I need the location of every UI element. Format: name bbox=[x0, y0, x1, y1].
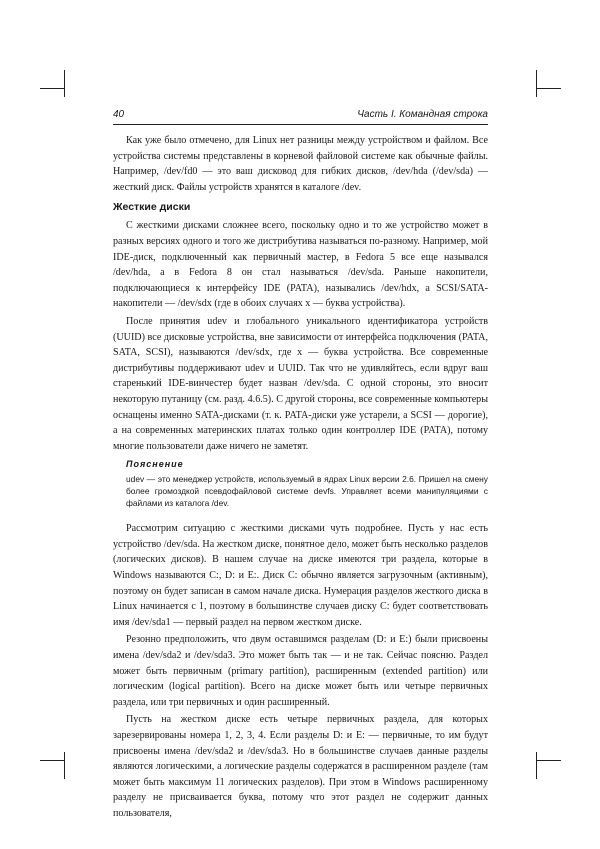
paragraph: После принятия udev и глобального уникального идентификатора устройств (UUID) все дисковые устройства, вне зависимости от интерфейса подключения (PATA, SATA, SCSI), называются /dev/sdx, где x — буква устройства. Все современные дистрибутивы поддерживают udev и UUID. Так что не удивляйтесь, если вдруг ваш старенький IDE-винчестер будет назван /dev/sda. С одной стороны, это вносит некоторую путаницу (см. разд. 4.6.5). С другой стороны, все современные компьютеры оснащены именно SATA-дисками (т. к. PATA-диски уже устарели, а SCSI — дорогие), а на современных материнских платах только один контроллер IDE (PATA), потому многие пользователи даже ничего не заметят. bbox=[113, 315, 488, 452]
crop-mark-bottom-left-vertical bbox=[64, 752, 65, 779]
page-header bbox=[113, 109, 488, 121]
crop-mark-top-left-vertical bbox=[64, 70, 65, 97]
crop-mark-bottom-right-horizontal bbox=[536, 760, 561, 761]
note-box bbox=[113, 458, 488, 509]
page-body bbox=[113, 133, 488, 824]
note-title: Пояснение bbox=[126, 459, 184, 470]
crop-mark-top-left-horizontal bbox=[40, 88, 65, 89]
paragraph: Рассмотрим ситуацию с жесткими дисками чуть подробнее. Пусть у нас есть устройство /dev/sda. На жестком диске, понятное дело, может быть несколько разделов (логических дисков). В нашем случае на диске имеются три раздела, которые в Windows называются C:, D: и E:. Диск C: обычно является загрузочным (активным), поэтому он будет записан в самом начале диска. Нумерация разделов жесткого диска в Linux начинается с 1, поэтому в большинстве случаев диску C: будет соответствовать имя /dev/sda1 — первый раздел на первом жестком диске. bbox=[113, 523, 488, 628]
crop-mark-bottom-right-vertical bbox=[536, 752, 537, 779]
note-text: udev — это менеджер устройств, используемый в ядрах Linux версии 2.6. Пришел на смену более громоздкой псевдофайловой системе devfs. Управляет всеми манипуляциями с файлами из каталога /dev. bbox=[126, 474, 488, 509]
crop-mark-bottom-left-horizontal bbox=[40, 760, 65, 761]
paragraph: С жесткими дисками сложнее всего, поскольку одно и то же устройство может в разных версиях одного и того же дистрибутива называться по-разному. Например, мой IDE-диск, подключенный как первичный мастер, в Fedora 5 все еще назывался /dev/hda, а в Fedora 8 он стал называться /dev/sda. Раньше накопители, подключающиеся к интерфейсу IDE (PATA), назывались /dev/hdx, а SCSI/SATA-накопители — /dev/sdx (где в обоих случаях x — буква устройства). bbox=[113, 220, 488, 310]
paragraph: Пусть на жестком диске есть четыре первичных раздела, для которых зарезервированы номера 1, 2, 3, 4. Если разделы D: и E: — первичные, то им будут присвоены имена /dev/sda2 и /dev/sda3. Но в большинстве случаев данные разделы являются логическими, а логические разделы содержатся в расширенном разделе (там может быть максимум 11 логических разделов). При этом в Windows расширенному разделу не присваивается буква, потому что этот раздел не содержит данных пользователя, bbox=[113, 714, 488, 819]
running-title: Часть I. Командная строка bbox=[357, 109, 488, 120]
page-number: 40 bbox=[113, 109, 125, 120]
crop-mark-top-right-vertical bbox=[536, 70, 537, 97]
paragraph: Как уже было отмечено, для Linux нет разницы между устройством и файлом. Все устройства системы представлены в корневой файловой системе как обычные файлы. Например, /dev/fd0 — это ваш дисковод для гибких дисков, /dev/hda (/dev/sda) — жесткий диск. Файлы устройств хранятся в каталоге /dev. bbox=[113, 135, 488, 193]
header-rule bbox=[113, 124, 488, 125]
section-heading: Жесткие диски bbox=[113, 201, 191, 214]
crop-mark-top-right-horizontal bbox=[536, 88, 561, 89]
paragraph: Резонно предположить, что двум оставшимся разделам (D: и E:) были присвоены имена /dev/sda2 и /dev/sda3. Это может быть так — и не так. Сейчас поясню. Раздел может быть первичным (primary partition), расширенным (extended partition) или логическим (logical partition). Всего на диске может быть или четыре первичных раздела, или три первичных и один расширенный. bbox=[113, 634, 488, 708]
